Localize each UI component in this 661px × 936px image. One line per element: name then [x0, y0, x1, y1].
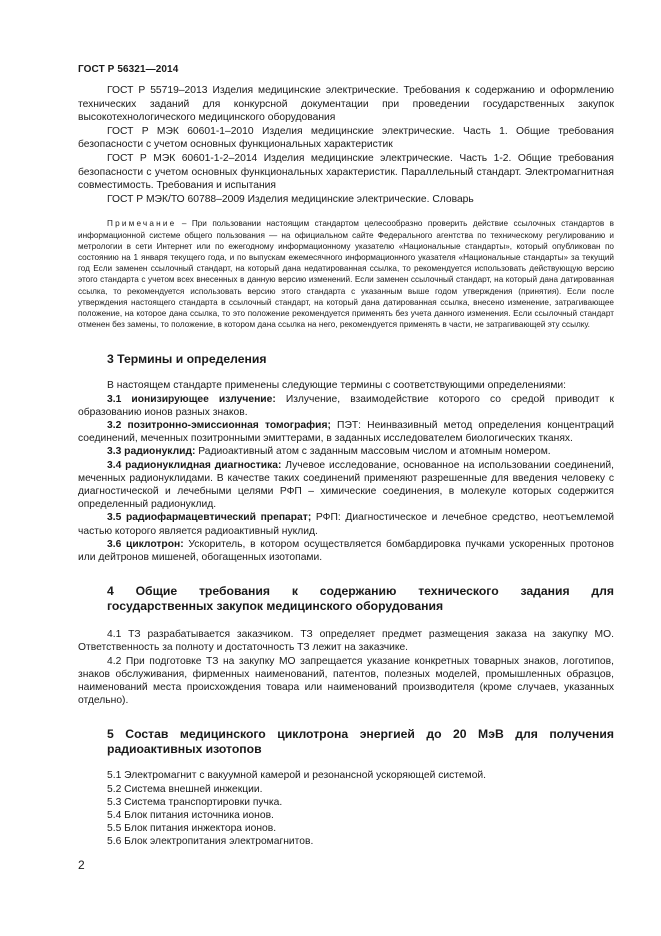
- term-entry: [78, 538, 614, 564]
- section-5-heading-line1: 5 Состав медицинского циклотрона энергией до 20 МэВ для получения: [107, 727, 614, 742]
- note-paragraph: [78, 218, 614, 330]
- list-item: 5.5 Блок питания инжектора ионов.: [107, 823, 277, 835]
- term-definition: РФП: Диагностическое и лечебное средство, неотъемлемой частью которого является радиоактивный нуклид.: [78, 512, 614, 537]
- term-entry: [78, 393, 614, 419]
- section-3-heading: 3 Термины и определения: [107, 352, 267, 367]
- note-text: – При пользовании настоящим стандартом целесообразно проверить действие ссылочных стандартов в информационной системе общего пользования — на официальном сайте Федерального агентства по техническому регулированию и метрологии в сети Интернет или по ежегодному информационному указателю «Национальные стандарты», который опубликован по состоянию на 1 января текущего года, и по выпускам ежемесячного информационного указателя «Национальные стандарты» за текущий год Если заменен ссылочный стандарт, на который дана недатированная ссылка, то рекомендуется использовать действующую версию этого стандарта с учетом всех внесенных в данную версию изменений. Если заменен ссылочный стандарт, на который дана датированная ссылка, то рекомендуется использовать версию этого стандарта с указанным выше годом утверждения (принятия). Если после утверждения настоящего стандарта в ссылочный стандарт, на который дана датированная ссылка, внесено изменение, затрагивающее положение, на которое дана ссылка, то это положение рекомендуется применять без учета данного изменения. Если ссылочный стандарт отменен без замены, то положение, в котором дана ссылка на него, рекомендуется применять в части, не затрагивающей эту ссылку.: [78, 219, 614, 330]
- list-item: 5.2 Система внешней инжекции.: [107, 783, 263, 795]
- term-definition: Лучевое исследование, основанное на использовании соединений, меченных радионуклидами. В качестве таких соединений применяют разрешенные для введения человеку с диагностической и лечебными целями РФП – химические соединения, в молекуле которых содержится определенный радионуклид.: [78, 459, 614, 511]
- section-4-paragraph: 4.1 ТЗ разрабатывается заказчиком. ТЗ определяет предмет размещения заказа на закупку МО. Ответственность за полноту и достаточность ТЗ лежит на заказчике.: [78, 629, 614, 654]
- term-definition: Радиоактивный атом с заданным массовым числом и атомным номером.: [195, 446, 551, 458]
- term-definition: ПЭТ: Неинвазивный метод определения концентраций соединений, меченных позитронными эмиттерами, в заданных исследователем биологических тканях.: [78, 419, 615, 445]
- term-entry: [78, 419, 614, 445]
- list-item: 5.1 Электромагнит с вакуумной камерой и резонансной ускоряющей системой.: [107, 770, 487, 782]
- terms-intro: В настоящем стандарте применены следующие термины с соответствующими определениями:: [107, 380, 567, 392]
- term-definition: Ускоритель, в котором осуществляется бомбардировка пучками ускоренных протонов или дейтронов мишеней, обогащенных изотопами.: [78, 538, 615, 564]
- note-block: [78, 218, 614, 330]
- section-5-heading-line2: радиоактивных изотопов: [107, 742, 262, 757]
- section-3-heading-wrap: [78, 352, 614, 367]
- page-number: 2: [78, 858, 85, 872]
- term-entry: [78, 459, 614, 512]
- term-name: 3.4 радионуклидная диагностика:: [107, 459, 282, 471]
- section-4-heading-line2: государственных закупок медицинского оборудования: [107, 599, 444, 614]
- note-lead: Примечание: [107, 219, 177, 229]
- term-entry: [78, 445, 614, 458]
- term-name: 3.1 ионизирующее излучение:: [107, 393, 276, 405]
- term-entry: [78, 511, 614, 537]
- section-4-heading-wrap: [78, 584, 614, 614]
- terms-section: [78, 379, 614, 564]
- reference-item: ГОСТ Р МЭК/ТО 60788–2009 Изделия медицинские электрические. Словарь: [107, 193, 474, 205]
- section-5-list: [78, 769, 614, 848]
- section-5-heading: [78, 727, 614, 757]
- term-definition: Излучение, взаимодействие которого со средой приводит к образованию ионов разных знаков.: [78, 393, 614, 418]
- list-item: 5.4 Блок питания источника ионов.: [107, 810, 274, 822]
- term-name: 3.2 позитронно-эмиссионная томография;: [107, 419, 331, 431]
- section-5-heading-wrap: [78, 727, 614, 757]
- list-item: 5.6 Блок электропитания электромагнитов.: [107, 836, 314, 848]
- term-name: 3.6 циклотрон:: [107, 538, 184, 550]
- term-name: 3.5 радиофармацевтический препарат;: [107, 512, 312, 524]
- section-4-heading: [78, 584, 614, 614]
- normative-references: [78, 84, 614, 206]
- section-4-body: [78, 628, 614, 707]
- reference-item: ГОСТ Р 55719–2013 Изделия медицинские электрические. Требования к содержанию и оформлению технических заданий для конкурсной документации при проведении государственных закупок высокотехнологического медицинского оборудования: [78, 85, 614, 124]
- section-4-heading-line1: 4 Общие требования к содержанию технического задания для: [107, 584, 614, 599]
- section-4-paragraph: 4.2 При подготовке ТЗ на закупку МО запрещается указание конкретных товарных знаков, логотипов, знаков обслуживания, фирменных наименований, патентов, полезных моделей, промышленных образцов, наименований места происхождения товара или наименований производителя (кроме случаев, указанных отдельно).: [78, 655, 614, 707]
- reference-item: ГОСТ Р МЭК 60601-1-2–2014 Изделия медицинские электрические. Часть 1-2. Общие требования безопасности с учетом основных функциональных характеристик. Параллельный стандарт. Электромагнитная совместимость. Требования и испытания: [78, 152, 614, 192]
- term-name: 3.3 радионуклид:: [107, 446, 196, 458]
- document-header: ГОСТ Р 56321—2014: [78, 64, 179, 75]
- page-content: [78, 84, 614, 849]
- reference-item: ГОСТ Р МЭК 60601-1–2010 Изделия медицинские электрические. Часть 1. Общие требования безопасности с учетом основных функциональных характеристик: [78, 125, 614, 151]
- list-item: 5.3 Система транспортировки пучка.: [107, 796, 283, 808]
